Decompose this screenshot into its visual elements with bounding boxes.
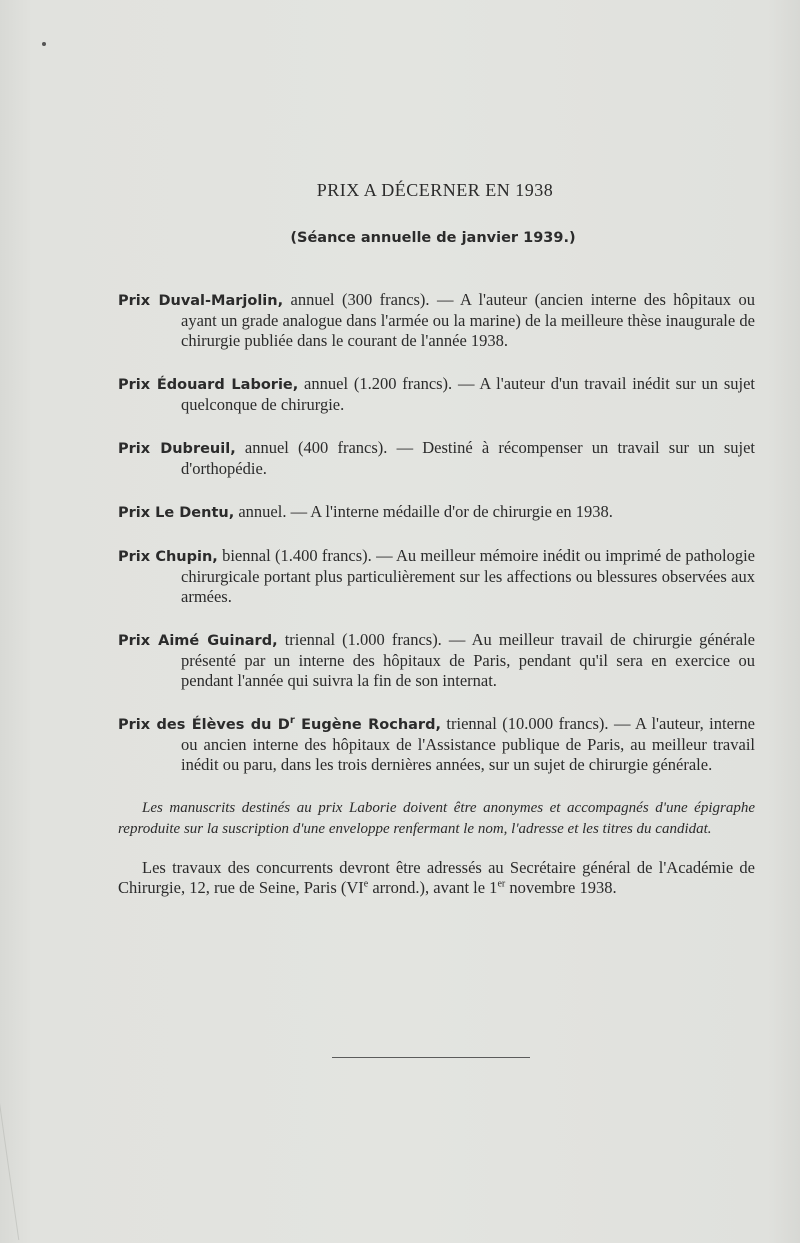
prize-name: Prix Édouard Laborie, [118,377,299,393]
prize-name [118,717,441,733]
superscript: er [497,878,506,890]
prize-description: triennal (1.000 francs). — Au meilleur travail de chirurgie générale présenté par un interne des hôpitaux de Paris, pendant qu'il sera en exercice ou pendant l'année qui suivra la fin de son internat. [181,630,755,690]
prize-name-part: Prix des Élèves du D [118,717,290,733]
prize-name-part: Eugène Rochard, [294,717,441,733]
page-edge-shadow [0,980,59,1240]
prize-entry-chupin [118,546,755,607]
prize-name: Prix Duval-Marjolin, [118,293,284,309]
page-title: PRIX A DÉCERNER EN 1938 [316,180,554,200]
ink-speck [42,42,46,46]
prize-entry-duval-marjolin [118,290,755,351]
prize-description: annuel (1.200 francs). — A l'auteur d'un travail inédit sur un sujet quelconque de chirurgie. [181,374,755,414]
superscript: e [363,878,369,890]
prize-description: annuel (300 francs). — A l'auteur (ancien interne des hôpitaux ou ayant un grade analogue dans l'armée ou la marine) de la meilleure thèse inaugurale de chirurgie publiée dans le courant de l'année 1938. [181,290,755,350]
prize-name: Prix Aimé Guinard, [118,633,278,649]
closing-text: Les travaux des concurrents devront être adressés au Secrétaire général de l'Académie de Chirurgie, 12, rue de Seine, Paris (VI [118,858,755,897]
end-rule [332,1057,530,1058]
manuscript-notice: Les manuscrits destinés au prix Laborie doivent être anonymes et accompagnés d'une épigraphe reproduite sur la suscription d'une enveloppe renfermant le nom, l'adresse et les titres du candidat. [118,800,755,837]
prize-entry-le-dentu [118,502,755,523]
prize-entry-dubreuil [118,438,755,479]
prize-description: annuel. — A l'interne médaille d'or de chirurgie en 1938. [234,502,613,521]
prize-entry-eleves-rochard [118,714,755,775]
closing-text: novembre 1938. [505,878,617,897]
prize-list [118,290,755,898]
prize-name: Prix Dubreuil, [118,441,236,457]
prize-entry-guinard [118,630,755,691]
closing-text: arrond.), avant le 1 [368,878,498,897]
prize-description: annuel (400 francs). — Destiné à récompenser un travail sur un sujet d'orthopédie. [181,438,755,478]
submission-instructions [118,858,755,898]
prize-description: biennal (1.400 francs). — Au meilleur mémoire inédit ou imprimé de pathologie chirurgicale portant plus particulièrement sur les affections ou blessures observées aux armées. [181,546,755,606]
page-subtitle: (Séance annuelle de janvier 1939.) [290,230,576,246]
prize-entry-laborie [118,374,755,415]
prize-description: triennal (10.000 francs). — A l'auteur, interne ou ancien interne des hôpitaux de l'Assistance publique de Paris, au meilleur travail inédit ou paru, dans les trois dernières années, sur un sujet de chirurgie générale. [181,714,755,774]
prize-name: Prix Le Dentu, [118,505,235,521]
prize-name: Prix Chupin, [118,549,218,565]
superscript: r [289,715,295,727]
